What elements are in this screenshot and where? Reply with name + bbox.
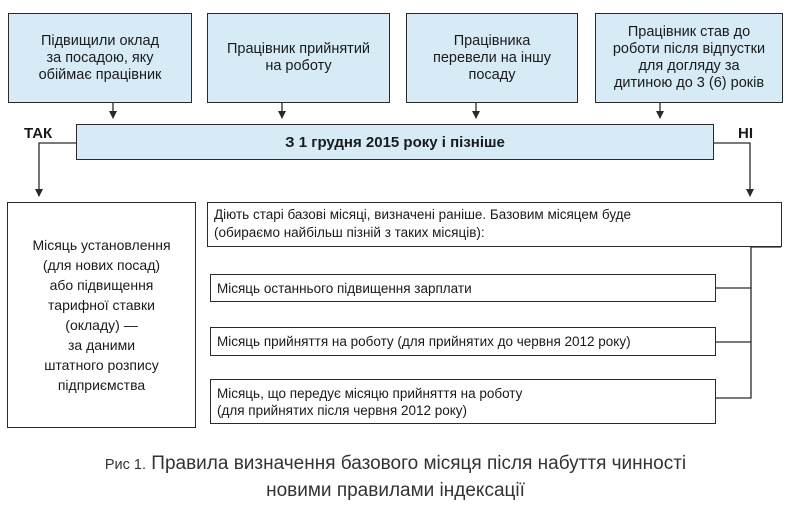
option-box-1: Місяць останнього підвищення зарплати [210,274,716,302]
decision-box: З 1 грудня 2015 року і пізніше [76,124,714,160]
bracket-options [716,247,781,398]
option-box-2: Місяць прийняття на роботу (для прийнятих до червня 2012 року) [210,327,716,356]
arrow-no [714,143,750,196]
no-label: НІ [738,125,753,142]
condition-box-4: Працівник став до роботи після відпустки для догляду за дитиною до 3 (6) років [595,13,783,103]
yes-result-box: Місяць установлення (для нових посад) або підвищення тарифної ставки (окладу) — за даними штатного розпису підприємства [7,202,196,428]
yes-label: ТАК [24,125,53,142]
condition-box-2: Працівник прийнятий на роботу [207,13,390,103]
no-result-box: Діють старі базові місяці, визначені раніше. Базовим місяцем буде (обираємо найбільш пізній з таких місяців): [207,202,782,247]
condition-box-1: Підвищили оклад за посадою, яку обіймає працівник [8,13,192,103]
arrow-yes [39,143,76,196]
option-box-3: Місяць, що передує місяцю прийняття на роботу (для прийнятих після червня 2012 року) [210,379,716,424]
condition-box-3: Працівника перевели на іншу посаду [406,13,578,103]
caption-line-1 [0,453,791,475]
caption-line-2: новими правилами індексації [266,480,525,501]
caption-prefix: Рис 1. [104,457,146,473]
caption-title: Правила визначення базового місяця після набуття чинності [151,453,687,474]
